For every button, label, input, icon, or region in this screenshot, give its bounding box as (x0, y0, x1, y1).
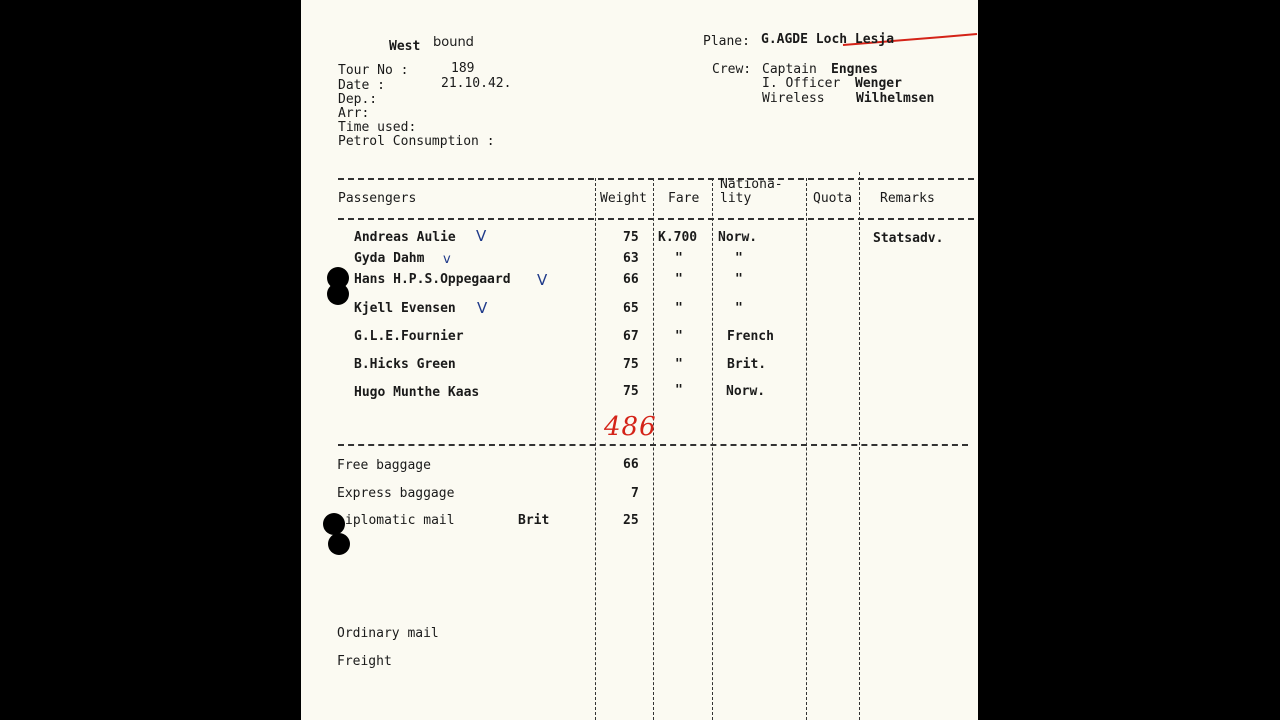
passenger-fare: K.700 (658, 230, 698, 245)
plane-value: G.AGDE Loch Lesja (761, 32, 895, 47)
column-divider (859, 172, 860, 720)
passenger-nationality: Brit. (727, 357, 767, 372)
passenger-nationality: Norw. (726, 384, 766, 399)
check-mark: v (443, 252, 451, 267)
passenger-fare: " (675, 357, 683, 372)
tour-value: 189 (451, 61, 475, 76)
check-mark: V (476, 227, 487, 245)
passenger-name: Hans H.P.S.Oppegaard (354, 272, 511, 287)
passenger-name: B.Hicks Green (354, 357, 456, 372)
passenger-weight: 63 (623, 251, 639, 266)
passenger-nationality: " (735, 251, 743, 266)
passenger-name: G.L.E.Fournier (354, 329, 464, 344)
passenger-fare: " (675, 329, 683, 344)
direction-typed: West (389, 39, 421, 54)
time-used-label: Time used: (338, 120, 417, 135)
diplomatic-mail-label: iplomatic mail (345, 513, 455, 528)
express-baggage-weight: 7 (631, 486, 639, 501)
punch-hole (323, 513, 345, 535)
column-divider (595, 178, 596, 720)
passenger-name: Kjell Evensen (354, 301, 456, 316)
arr-label: Arr: (338, 106, 370, 121)
freight-label: Freight (337, 654, 392, 669)
handwritten-total: 486 (604, 412, 657, 442)
passenger-nationality: " (735, 301, 743, 316)
col-header-fare: Fare (668, 191, 700, 206)
passenger-weight: 65 (623, 301, 639, 316)
diplomatic-mail-weight: 25 (623, 513, 639, 528)
passenger-fare: " (675, 383, 683, 398)
passenger-fare: " (675, 272, 683, 287)
col-header-quota: Quota (813, 191, 853, 206)
check-mark: V (537, 271, 548, 289)
crew-role: I. Officer (762, 76, 841, 91)
column-divider (653, 178, 654, 720)
passenger-weight: 66 (623, 272, 639, 287)
punch-hole (328, 533, 350, 555)
col-header-passengers: Passengers (338, 191, 417, 206)
column-divider (712, 178, 713, 720)
column-divider (806, 178, 807, 720)
date-value: 21.10.42. (441, 76, 512, 91)
punch-hole (327, 283, 349, 305)
passenger-weight: 75 (623, 230, 639, 245)
passenger-name: Gyda Dahm (354, 251, 425, 266)
crew-role: Captain (762, 62, 817, 77)
crew-name: Wilhelmsen (856, 91, 935, 106)
passenger-name: Hugo Munthe Kaas (354, 385, 480, 400)
passenger-nationality: " (735, 272, 743, 287)
passenger-name: Andreas Aulie (354, 230, 456, 245)
ordinary-mail-label: Ordinary mail (337, 626, 439, 641)
check-mark: V (477, 299, 488, 317)
col-header-weight: Weight (600, 191, 647, 206)
tour-label: Tour No : (338, 63, 409, 78)
passenger-fare: " (675, 301, 683, 316)
document-page (301, 0, 978, 720)
col-header-nationality: Nationa- (720, 177, 783, 192)
express-baggage-label: Express baggage (337, 486, 455, 501)
crew-label: Crew: (712, 62, 752, 77)
col-header-remarks: Remarks (880, 191, 935, 206)
free-baggage-label: Free baggage (337, 458, 431, 473)
passenger-nationality: French (727, 329, 774, 344)
col-header-nationality-cont: lity (720, 191, 752, 206)
direction-handwritten: bound (433, 35, 474, 50)
petrol-label: Petrol Consumption : (338, 134, 495, 149)
crew-name: Wenger (855, 76, 902, 91)
plane-label: Plane: (703, 34, 750, 49)
passenger-fare: " (675, 251, 683, 266)
free-baggage-weight: 66 (623, 457, 639, 472)
crew-role: Wireless (762, 91, 825, 106)
passenger-weight: 67 (623, 329, 639, 344)
passenger-nationality: Norw. (718, 230, 758, 245)
header-bottom-rule (338, 218, 974, 220)
passenger-weight: 75 (623, 384, 639, 399)
table-top-rule (338, 178, 974, 180)
date-label: Date : (338, 78, 385, 93)
diplomatic-mail-note: Brit (518, 513, 550, 528)
passenger-remarks: Statsadv. (873, 231, 944, 246)
dep-label: Dep.: (338, 92, 378, 107)
passenger-weight: 75 (623, 357, 639, 372)
crew-name: Engnes (831, 62, 878, 77)
